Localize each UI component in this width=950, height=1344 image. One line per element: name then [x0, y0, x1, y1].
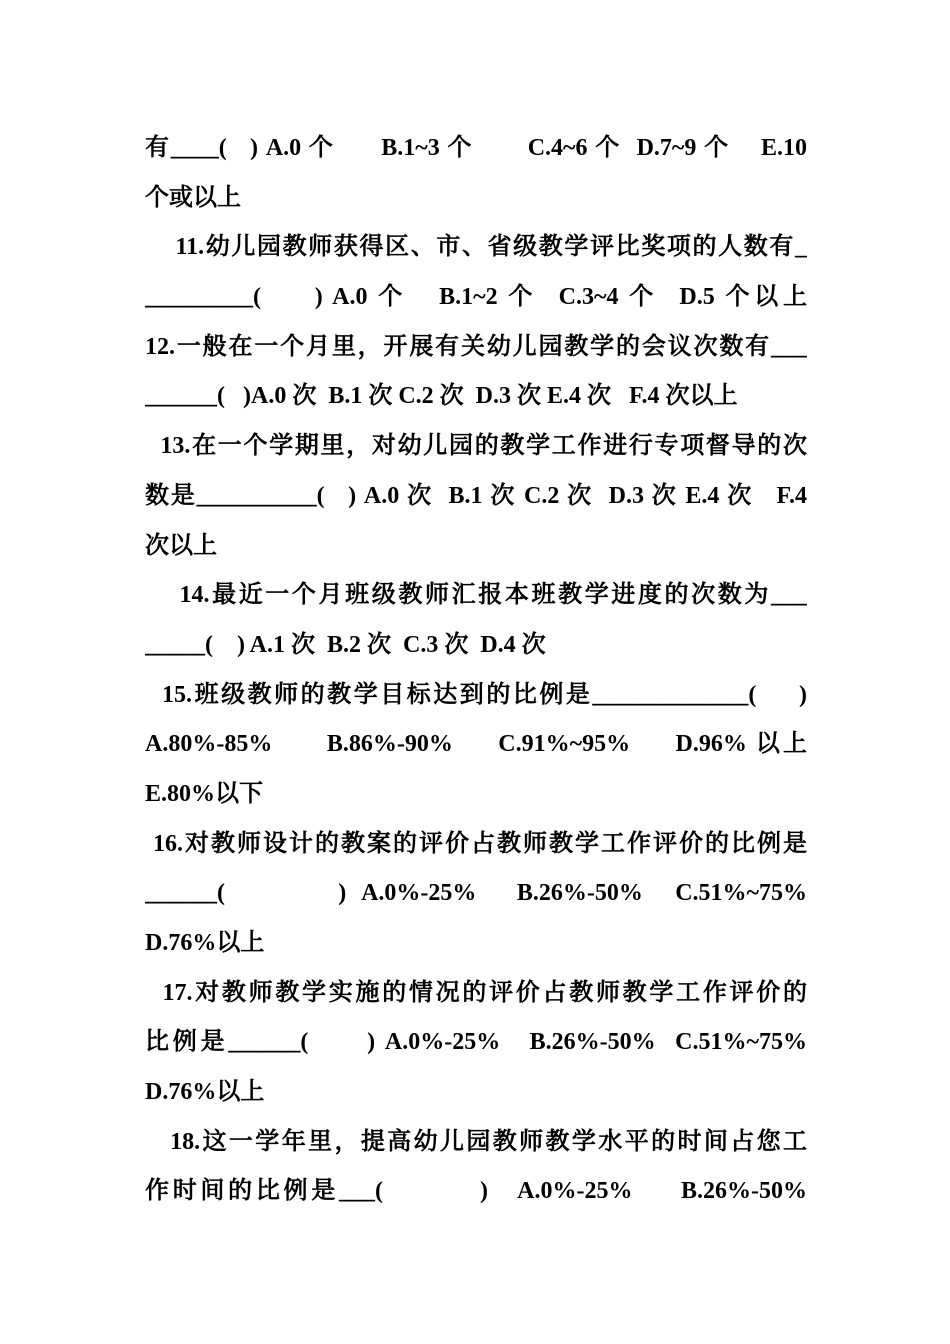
- q17-line-2: 比例是______( ) A.0%-25% B.26%-50% C.51%~75%: [145, 1029, 807, 1056]
- q13-line-2: 数是__________( ) A.0 次 B.1 次 C.2 次 D.3 次 E.4 次 F.4: [145, 482, 807, 509]
- q12-line-2: ______( )A.0 次 B.1 次 C.2 次 D.3 次 E.4 次 F.4 次以上: [145, 383, 738, 410]
- q14-line-2: _____( ) A.1 次 B.2 次 C.3 次 D.4 次: [145, 631, 546, 658]
- q17-line-1: 17.对教师教学实施的情况的评价占教师教学工作评价的: [145, 979, 807, 1006]
- q17-line-3: D.76%以上: [145, 1079, 265, 1106]
- question-list: [145, 124, 807, 1217]
- q12-line-1: 12.一般在一个月里，开展有关幼儿园教学的会议次数有___: [145, 333, 807, 360]
- q10-line-2: 个或以上: [145, 184, 241, 211]
- q15-line-3: E.80%以下: [145, 780, 264, 807]
- q13-line-3: 次以上: [145, 532, 217, 559]
- q15-line-1: 15.班级教师的教学目标达到的比例是_____________( ): [145, 681, 807, 708]
- q18-line-1: 18.这一学年里，提高幼儿园教师教学水平的时间占您工: [145, 1128, 807, 1155]
- q18-line-2: 作时间的比例是___( ) A.0%-25% B.26%-50%: [145, 1178, 807, 1205]
- q15-line-2: A.80%-85% B.86%-90% C.91%~95% D.96% 以上: [145, 731, 807, 758]
- q16-line-3: D.76%以上: [145, 930, 265, 956]
- q16-line-2: ______( ) A.0%-25% B.26%-50% C.51%~75%: [145, 880, 807, 907]
- q11-line-1: 11.幼儿园教师获得区、市、省级教学评比奖项的人数有_: [145, 234, 807, 261]
- q16-line-1: 16.对教师设计的教案的评价占教师教学工作评价的比例是: [145, 830, 807, 857]
- q11-line-2: _________( ) A.0 个 B.1~2 个 C.3~4 个 D.5 个以上: [145, 284, 807, 311]
- q14-line-1: 14.最近一个月班级教师汇报本班教学进度的次数为___: [145, 582, 807, 609]
- q10-line-1: 有____( ) A.0 个 B.1~3 个 C.4~6 个 D.7~9 个 E.10: [145, 135, 807, 161]
- q13-line-1: 13.在一个学期里，对幼儿园的教学工作进行专项督导的次: [145, 433, 807, 460]
